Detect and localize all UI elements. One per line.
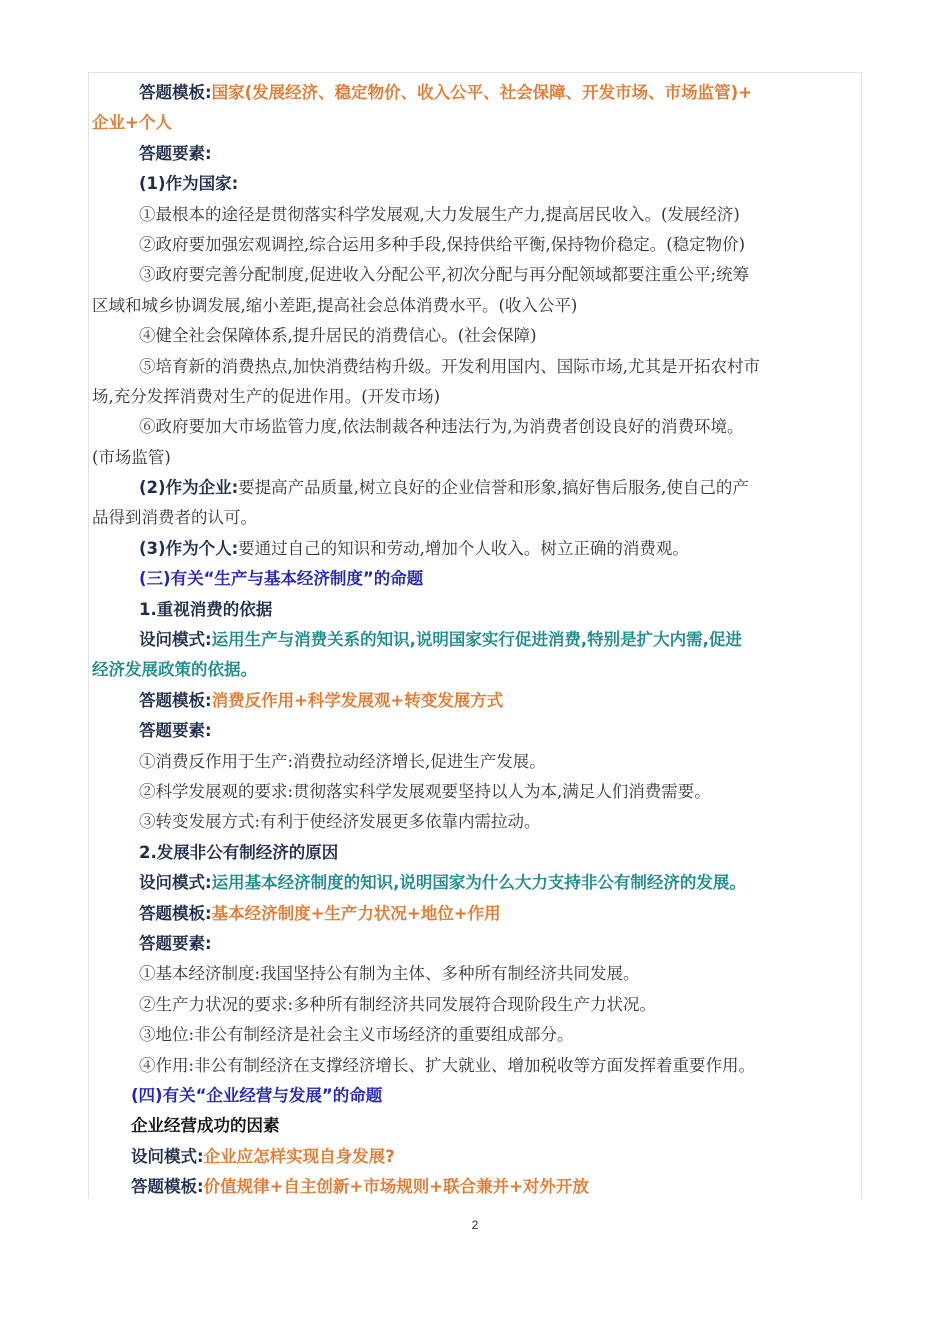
paragraph-5: ⑤培育新的消费热点,加快消费结构升级。开发利用国内、国际市场,尤其是开拓农村市: [139, 356, 760, 376]
q2-element-4: ④作用:非公有制经济在支撑经济增长、扩大就业、增加税收等方面发挥着重要作用。: [139, 1055, 756, 1075]
paragraph-6: ⑥政府要加大市场监管力度,依法制裁各种违法行为,为消费者创设良好的消费环境。: [139, 417, 744, 437]
paragraph-1: ①最根本的途径是贯彻落实科学发展观,大力发展生产力,提高居民收入。(发展经济): [139, 204, 740, 224]
paragraph-3-cont: 区域和城乡协调发展,缩小差距,提高社会总体消费水平。(收入公平): [92, 295, 578, 315]
q1-element-1: ①消费反作用于生产:消费拉动经济增长,促进生产发展。: [139, 751, 546, 771]
q2-pattern-line: [92, 868, 860, 898]
q2-element-2: ②生产力状况的要求:多种所有制经济共同发展符合现阶段生产力状况。: [139, 994, 657, 1014]
paragraph-6-cont: (市场监管): [92, 447, 171, 467]
template-text: 价值规律+自主创新+市场规则+联合兼并+对外开放: [203, 1177, 589, 1197]
q2-elements-label-line: 答题要素:: [139, 933, 212, 953]
paragraph-4: ④健全社会保障体系,提升居民的消费信心。(社会保障): [139, 326, 537, 346]
pattern-label: 设问模式:: [139, 873, 212, 893]
template-label: 答题模板:: [139, 903, 212, 923]
q1-template-line: [92, 686, 860, 716]
paragraph-5-cont: 场,充分发挥消费对生产的促进作用。(开发市场): [92, 386, 441, 406]
q2-element-3: ③地位:非公有制经济是社会主义市场经济的重要组成部分。: [139, 1025, 574, 1045]
enterprise-line: [92, 473, 860, 503]
paragraph-3: ③政府要完善分配制度,促进收入分配公平,初次分配与再分配领域都要注重公平;统筹: [139, 265, 750, 285]
template-label: 答题模板:: [139, 690, 212, 710]
pattern-label: 设问模式:: [131, 1146, 204, 1166]
pattern-text: 企业应怎样实现自身发展?: [203, 1146, 395, 1166]
section-4-heading: (四)有关“企业经营与发展”的命题: [131, 1085, 383, 1105]
section-3-heading: (三)有关“生产与基本经济制度”的命题: [139, 569, 424, 589]
elements-label: 答题要素:: [139, 143, 212, 163]
template-text-cont: 企业+个人: [92, 113, 172, 133]
individual-label: (3)作为个人:: [139, 538, 239, 558]
q1-pattern-cont: 经济发展政策的依据。: [92, 660, 257, 680]
s4-title: 企业经营成功的因素: [131, 1116, 280, 1136]
elements-label-line: [92, 139, 860, 169]
enterprise-label: (2)作为企业:: [139, 478, 239, 498]
enterprise-text: 要提高产品质量,树立良好的企业信誉和形象,搞好售后服务,使自己的产: [238, 478, 749, 498]
s4-template-line: [92, 1172, 860, 1202]
paragraph-2: ②政府要加强宏观调控,综合运用多种手段,保持供给平衡,保持物价稳定。(稳定物价): [139, 234, 746, 254]
q2-title: 2.发展非公有制经济的原因: [139, 842, 339, 862]
enterprise-text-cont: 品得到消费者的认可。: [92, 508, 257, 528]
answer-template-line-cont: [92, 108, 860, 138]
template-label: 答题模板:: [131, 1177, 204, 1197]
pattern-label: 设问模式:: [139, 630, 212, 650]
answer-template-line: [92, 78, 860, 108]
pattern-text: 运用生产与消费关系的知识,说明国家实行促进消费,特别是扩大内需,促进: [211, 630, 742, 650]
q1-element-2: ②科学发展观的要求:贯彻落实科学发展观要坚持以人为本,满足人们消费需要。: [139, 781, 711, 801]
q1-pattern-line: [92, 625, 860, 655]
template-text: 消费反作用+科学发展观+转变发展方式: [211, 690, 504, 710]
s4-pattern-line: [92, 1142, 860, 1172]
pattern-text: 运用基本经济制度的知识,说明国家为什么大力支持非公有制经济的发展。: [211, 873, 746, 893]
q2-element-1: ①基本经济制度:我国坚持公有制为主体、多种所有制经济共同发展。: [139, 964, 640, 984]
individual-line: [92, 534, 860, 564]
individual-text: 要通过自己的知识和劳动,增加个人收入。树立正确的消费观。: [238, 538, 689, 558]
q1-elements-label-line: 答题要素:: [139, 721, 212, 741]
page-number: 2: [471, 1218, 479, 1232]
template-text: 基本经济制度+生产力状况+地位+作用: [211, 903, 501, 923]
nation-heading: (1)作为国家:: [139, 174, 239, 194]
q1-element-3: ③转变发展方式:有利于使经济发展更多依靠内需拉动。: [139, 812, 541, 832]
template-label: 答题模板:: [139, 83, 212, 102]
template-text: 国家(发展经济、稳定物价、收入公平、社会保障、开发市场、市场监管)+: [211, 83, 753, 102]
document-body: [92, 78, 860, 1202]
q2-template-line: [92, 899, 860, 929]
q1-title: 1.重视消费的依据: [139, 599, 273, 619]
